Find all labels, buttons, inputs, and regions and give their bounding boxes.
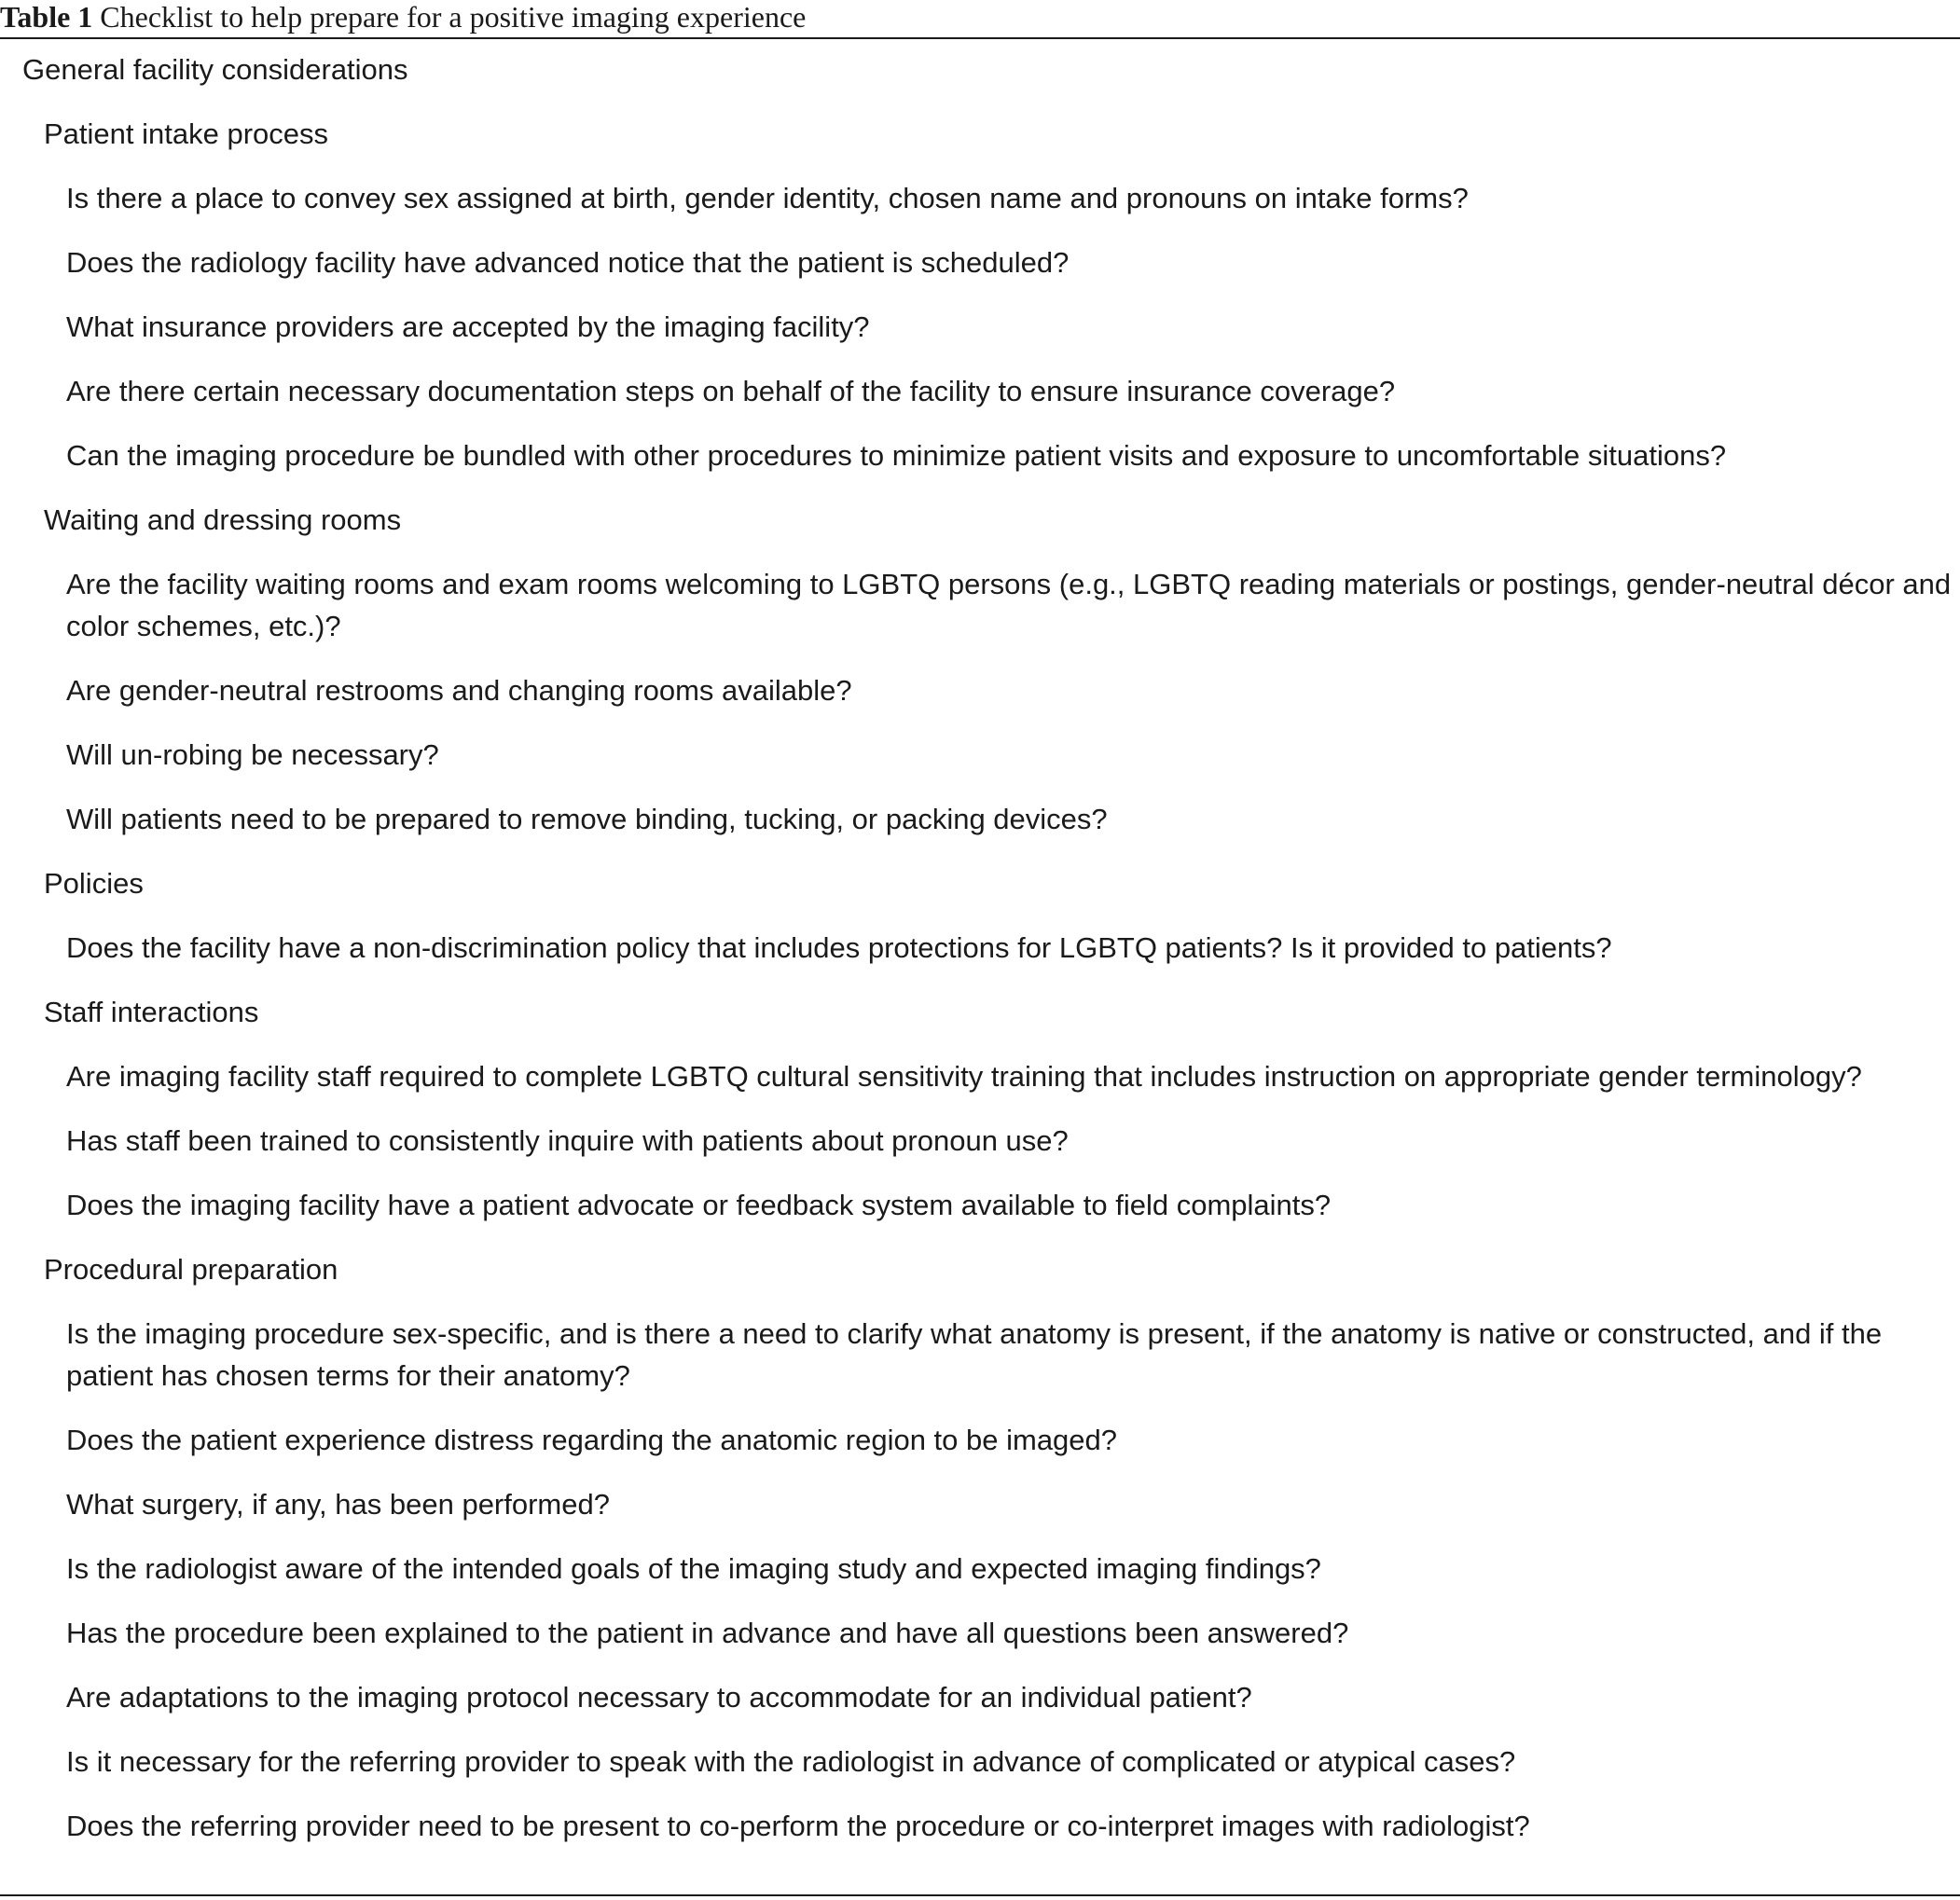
checklist-item: Are imaging facility staff required to complete LGBTQ cultural sensitivity training that includes instruction on appropriate gender terminology? bbox=[66, 1060, 1862, 1093]
table-bottom-rule bbox=[0, 1894, 1960, 1896]
checklist-item: Is it necessary for the referring provider to speak with the radiologist in advance of complicated or atypical cases? bbox=[66, 1745, 1516, 1778]
table-caption bbox=[0, 0, 806, 34]
checklist-item: Are the facility waiting rooms and exam rooms welcoming to LGBTQ persons (e.g., LGBTQ reading materials or postings, gender-neutral décor and color schemes, etc.)? bbox=[66, 568, 1952, 642]
section-title: Policies bbox=[44, 867, 144, 900]
checklist-item: Will un-robing be necessary? bbox=[66, 738, 439, 771]
checklist-item: What surgery, if any, has been performed? bbox=[66, 1488, 610, 1521]
checklist-item: What insurance providers are accepted by the imaging facility? bbox=[66, 310, 870, 343]
checklist-item: Are adaptations to the imaging protocol necessary to accommodate for an individual patient? bbox=[66, 1681, 1252, 1714]
table-caption-label: Table 1 bbox=[0, 0, 93, 34]
section-title: Waiting and dressing rooms bbox=[44, 503, 402, 536]
table-caption-title: Checklist to help prepare for a positive imaging experience bbox=[100, 0, 807, 34]
table-heading: General facility considerations bbox=[22, 53, 408, 86]
checklist-item: Is the radiologist aware of the intended goals of the imaging study and expected imaging findings? bbox=[66, 1552, 1321, 1585]
checklist-item: Are there certain necessary documentation steps on behalf of the facility to ensure insurance coverage? bbox=[66, 375, 1396, 407]
checklist-item: Will patients need to be prepared to remove binding, tucking, or packing devices? bbox=[66, 803, 1108, 835]
checklist-item: Has the procedure been explained to the patient in advance and have all questions been answered? bbox=[66, 1617, 1349, 1649]
checklist-item: Does the referring provider need to be present to co-perform the procedure or co-interpret images with radiologist? bbox=[66, 1810, 1530, 1842]
checklist-item: Does the patient experience distress regarding the anatomic region to be imaged? bbox=[66, 1424, 1118, 1456]
table-top-rule bbox=[0, 37, 1960, 39]
section-title: Patient intake process bbox=[44, 117, 329, 150]
section-title: Procedural preparation bbox=[44, 1253, 338, 1286]
checklist-item: Can the imaging procedure be bundled with other procedures to minimize patient visits and exposure to uncomfortable situations? bbox=[66, 439, 1727, 472]
checklist-item: Does the radiology facility have advanced notice that the patient is scheduled? bbox=[66, 246, 1070, 279]
section-title: Staff interactions bbox=[44, 996, 259, 1028]
checklist-table bbox=[0, 48, 1960, 1869]
checklist-item: Has staff been trained to consistently inquire with patients about pronoun use? bbox=[66, 1124, 1069, 1157]
checklist-item: Does the imaging facility have a patient advocate or feedback system available to field complaints? bbox=[66, 1189, 1332, 1221]
checklist-item: Is there a place to convey sex assigned at birth, gender identity, chosen name and pronouns on intake forms? bbox=[66, 182, 1469, 214]
checklist-item: Is the imaging procedure sex-specific, and is there a need to clarify what anatomy is present, if the anatomy is native or constructed, and if the patient has chosen terms for their anatomy? bbox=[66, 1317, 1883, 1392]
checklist-item: Does the facility have a non-discrimination policy that includes protections for LGBTQ patients? Is it provided to patients? bbox=[66, 931, 1612, 964]
checklist-item: Are gender-neutral restrooms and changing rooms available? bbox=[66, 674, 852, 707]
